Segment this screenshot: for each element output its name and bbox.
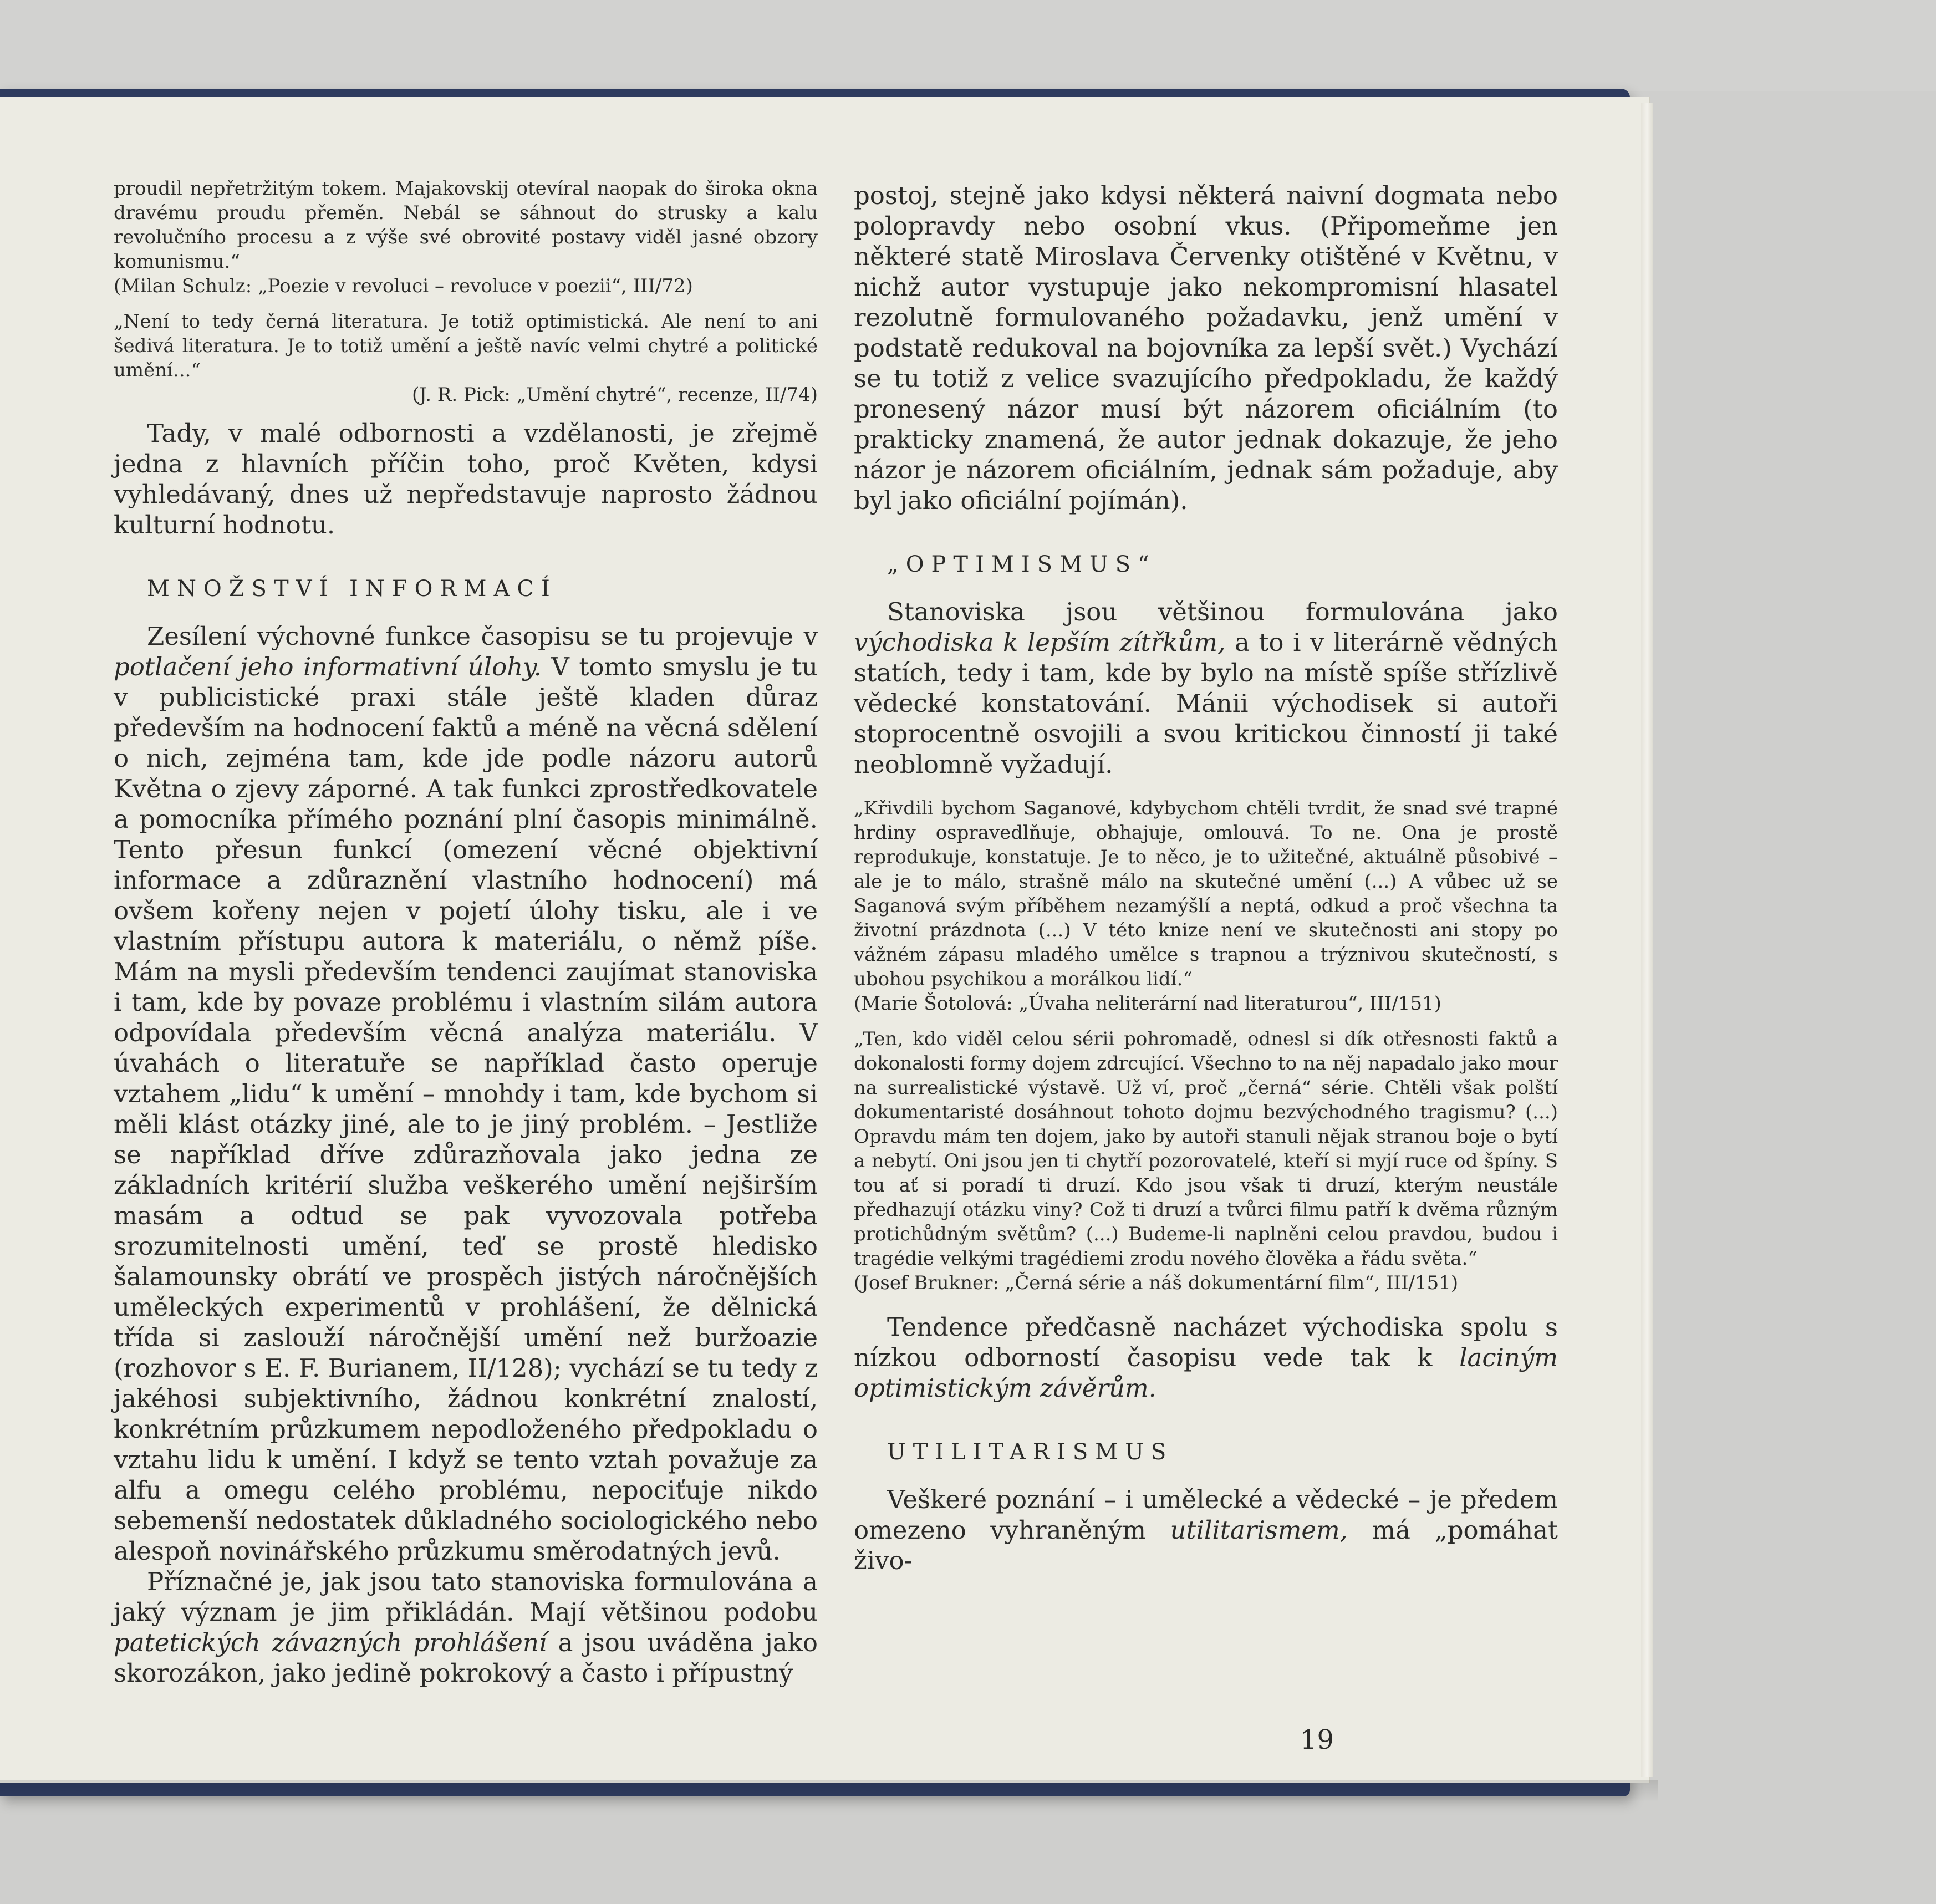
page-number: 19 [1300,1724,1334,1755]
quote-sotolova: „Křivdili bychom Saganové, kdybychom chtěli tvrdit, že snad své trapné hrdiny ospravedlňuje, obhajuje, omlouvá. To ne. Ona je prostě reprodukuje, konstatuje. Je to něco, je to užitečné, aktuálně působivé – ale je to málo, strašně málo na skutečné umění (...) A vůbec už se Saganová svým příběhem nezamýšlí a neptá, odkud a proč všechna ta životní prázdnota (...) V této knize není ve skutečnosti ani stopy po vážném zápasu mladého umělce s trapnou a trýznivou skutečností, s ubohou psychikou a morálkou lidí.“ [854,797,1558,990]
paragraph-tendence: Tendence předčasně nacházet východiska spolu s nízkou odborností časopisu vede tak k laciným optimistickým závěrům. [854,1312,1558,1403]
paragraph-odbornost: Tady, v malé odbornosti a vzdělanosti, je zřejmě jedna z hlavních příčin toho, proč Květen, kdysi vyhledávaný, dnes už nepředstavuje naprosto žádnou kulturní hodnotu. [114,419,818,539]
background [0,0,1936,91]
left-column [114,176,818,1688]
paragraph-priznacne: Příznačné je, jak jsou tato stanoviska formulována a jaký význam je jim přikládán. Mají většinou podobu patetických závazných prohlášení a jsou uváděna jako skorozákon, jako jedině pokrokový a často i přípustný [114,1567,818,1688]
paragraph-utilitarismus: Veškeré poznání – i umělecké a vědecké – je předem omezeno vyhraněným utilitarismem, má „pomáhat živo- [854,1485,1558,1575]
paragraph-informace: Zesílení výchovné funkce časopisu se tu projevuje v potlačení jeho informativní úlohy. V tomto smyslu je tu v publicistické praxi stále ještě kladen důraz především na hodnocení faktů a méně na věcná sdělení o nich, zejména tam, kde jde podle názoru autorů Května o zjevy záporné. A tak funkci zprostředkovatele a pomocníka přímého poznání plní časopis minimálně. Tento přesun funkcí (omezení věcné objektivní informace a zdůraznění vlastního hodnocení) má ovšem kořeny nejen v pojetí úlohy tisku, ale i ve vlastním přístupu autora k materiálu, o němž píše. Mám na mysli především tendenci zaujímat stanoviska i tam, kde by povaze problému i vlastním silám autora odpovídala především věcná analýza materiálu. V úvahách o literatuře se například často operuje vztahem „lidu“ k umění – mnohdy i tam, kde bychom si měli klást otázky jiné, ale to je jiný problém. – Jestliže se například dříve zdůrazňovala jako jedna ze základních kritérií služba veškerého umění nejširším masám a odtud se pak vyvozovala potřeba srozumitelnosti umění, teď se prostě hledisko šalamounsky obrátí ve prospěch jistých náročnějších uměleckých experimentů v prohlášení, že dělnická třída si zaslouží náročnější umění než buržoazie (rozhovor s E. F. Burianem, II/128); vychází se tu tedy z jakéhosi subjektivního, žádnou konkrétní znalostí, konkrétním průzkumem nepodloženého předpokladu o vztahu lidu k umění. I když se tento vztah považuje za alfu a omegu celého problému, nepociťuje nikdo sebemenší nedostatek důkladného sociologického nebo alespoň novinářského průzkumu směrodatných jevů. [114,622,818,1566]
quote-sotolova-source: (Marie Šotolová: „Úvaha neliterární nad literaturou“, III/151) [854,992,1441,1015]
paragraph-stanoviska: Stanoviska jsou většinou formulována jako východiska k lepším zítřkům, a to i v literárně vědných statích, tedy i tam, kde by bylo na místě spíše střízlivě vědecké konstatování. Mánii východisek si autoři stoprocentně osvojili a svou kritickou činností ji také neoblomně vyžadují. [854,597,1558,779]
quote-pick-source: (J. R. Pick: „Umění chytré“, recenze, II/74) [411,384,818,406]
heading-mnozstvi-informaci: MNOŽSTVÍ INFORMACÍ [147,576,557,602]
paragraph-postoj: postoj, stejně jako kdysi některá naivní dogmata nebo polopravdy nebo osobní vkus. (Připomeňme jen některé statě Miroslava Červenky otištěné v Květnu, v nichž autor vystupuje jako nekompromisní hlasatel rezolutně formulovaného požadavku, jenž umění v podstatě redukoval na bojovníka za lepší svět.) Vychází se tu totiž z velice svazujícího předpokladu, že každý pronesený názor musí být názorem oficiálním (to prakticky znamená, že autor jednak dokazuje, že jeho názor je názorem oficiálním, jednak sám požaduje, aby byl jako oficiální pojímán). [854,181,1558,515]
quote-schulz: proudil nepřetržitým tokem. Majakovskij otevíral naopak do široka okna dravému proudu přeměn. Nebál se sáhnout do strusky a kalu revolučního procesu a z výše své obrovité postavy viděl jasné obzory komunismu.“ [114,177,818,273]
heading-optimismus: „OPTIMISMUS“ [887,552,1156,577]
quote-brukner: „Ten, kdo viděl celou sérii pohromadě, odnesl si dík otřesnosti faktů a dokonalosti formy dojem zdrcující. Všechno to na něj napadalo jako mour na surrealistické výstavě. Už ví, proč „černá“ série. Chtěli však polští dokumentaristé dosáhnout tohoto dojmu bezvýchodného tragismu? (...) Opravdu mám ten dojem, jako by autoři stanuli nějak stranou boje o bytí a nebytí. Oni jsou jen ti chytří pozorovatelé, kteří si myjí ruce od špíny. S tou ať si poradí ti druzí. Kdo jsou však ti druzí, kterým neustále předhazují otázku viny? Což ti druzí a tvůrci filmu patří k dvěma různým protichůdným světům? (...) Budeme-li naplněni celou pravdou, budou i tragédie velkými tragédiemi zrodu nového člověka a řádu světa.“ [854,1028,1558,1270]
page-shadow [0,1780,1658,1802]
right-column [854,180,1558,1576]
quote-brukner-source: (Josef Brukner: „Černá série a náš dokumentární film“, III/151) [854,1272,1459,1294]
quote-pick: „Není to tedy černá literatura. Je totiž optimistická. Ale není to ani šedivá literatura. Je to totiž umění a ještě navíc velmi chytré a politické umění...“ [114,310,818,381]
page-edge [1641,103,1653,1777]
quote-schulz-source: (Milan Schulz: „Poezie v revoluci – revoluce v poezii“, III/72) [114,275,693,297]
heading-utilitarismus: UTILITARISMUS [887,1439,1174,1465]
